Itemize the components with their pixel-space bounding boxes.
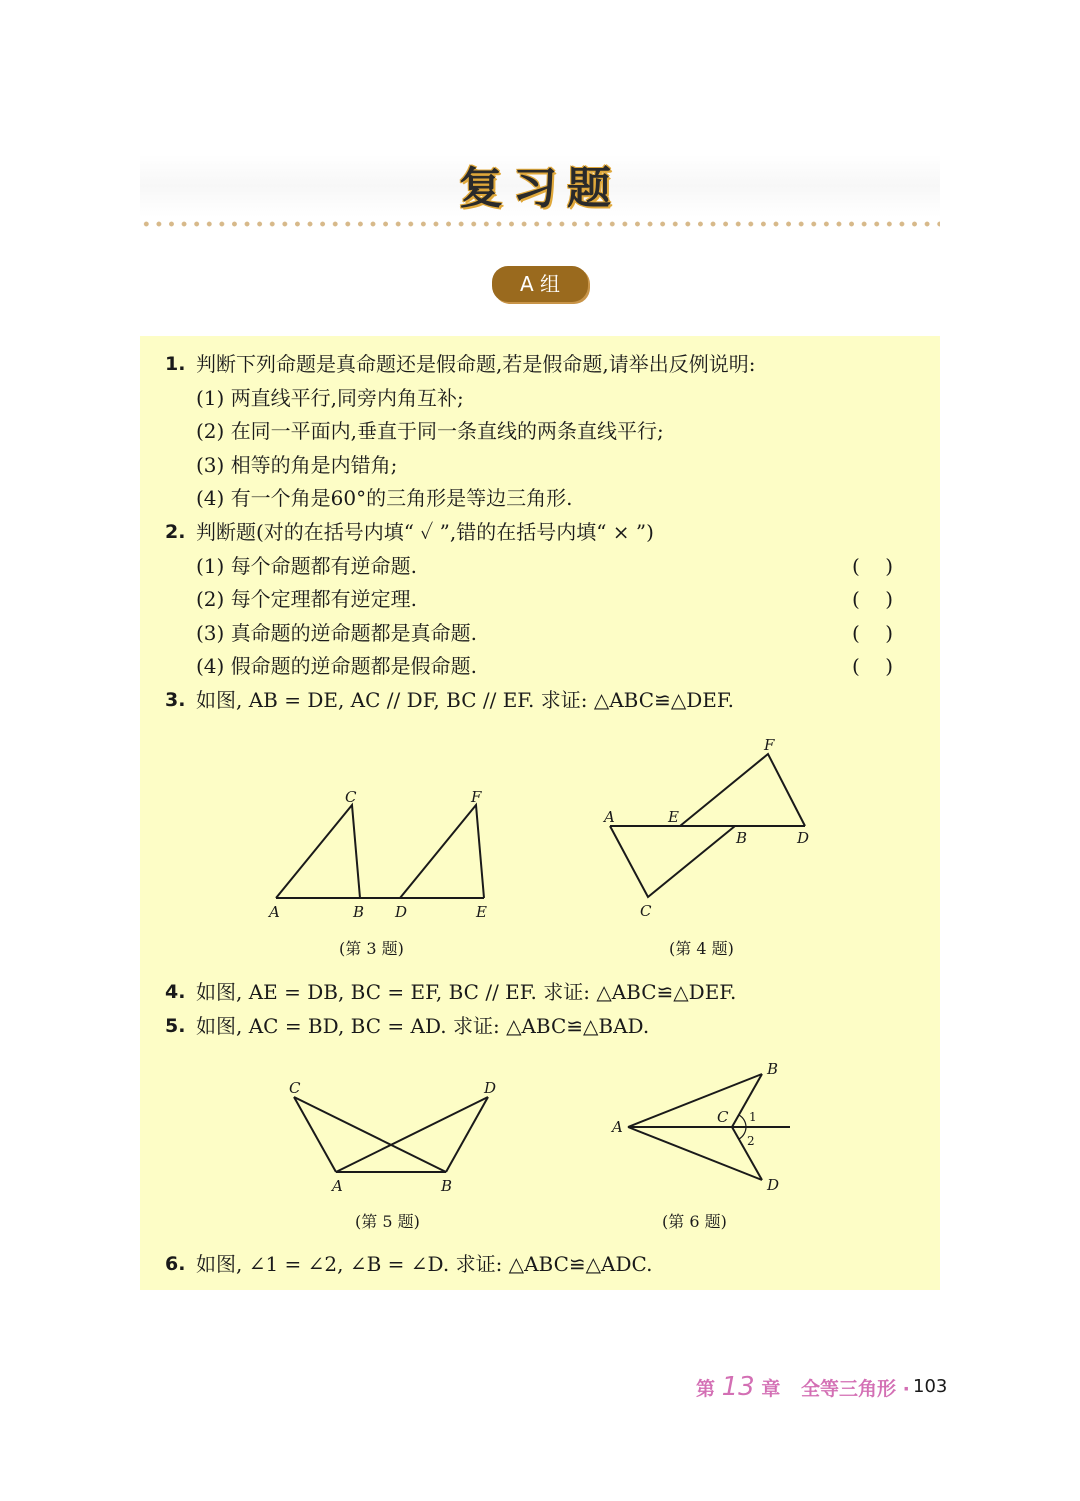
problem-5-text: 如图, AC = BD, BC = AD. 求证: △ABC≌△BAD. (196, 1014, 650, 1038)
figure-6-caption: (第 6 题) (662, 1212, 727, 1231)
problem-1-number: 1. (165, 353, 186, 375)
label-a: A (612, 1118, 623, 1136)
label-c: C (289, 1079, 301, 1097)
footer-chapter-prefix: 第 (696, 1378, 716, 1400)
label-d: D (767, 1176, 780, 1194)
footer-chapter-suffix: 章 (761, 1378, 781, 1400)
figure-5-diagram (280, 1075, 500, 1195)
label-c: C (640, 902, 652, 920)
problem-1-item: (1) 两直线平行,同旁内角互补; (196, 386, 464, 410)
problem-2-item: (4) 假命题的逆命题都是假命题. (196, 654, 478, 678)
angle-1-label: 1 (749, 1110, 757, 1124)
figure-3-caption: (第 3 题) (339, 939, 404, 958)
page-title: 复习题 (459, 163, 621, 214)
problem-4-text: 如图, AE = DB, BC = EF, BC // EF. 求证: △ABC≌△DEF. (196, 980, 737, 1004)
triangle-def (400, 805, 484, 898)
problem-5-number: 5. (165, 1015, 186, 1037)
answer-blank: ( ) (852, 554, 894, 578)
label-d: D (797, 829, 810, 847)
angle-2-label: 2 (747, 1134, 755, 1148)
label-f: F (764, 736, 775, 754)
label-b: B (767, 1060, 779, 1078)
label-d: D (484, 1079, 497, 1097)
answer-blank: ( ) (852, 654, 894, 678)
label-a: A (332, 1177, 343, 1195)
figure-6-diagram (605, 1058, 805, 1198)
angle-1-arc (739, 1115, 746, 1127)
label-d: D (395, 903, 408, 921)
problem-6-number: 6. (165, 1253, 186, 1275)
answer-blank: ( ) (852, 621, 894, 645)
problem-1-item: (3) 相等的角是内错角; (196, 453, 398, 477)
problem-2-number: 2. (165, 521, 186, 543)
triangle-abc (610, 826, 735, 897)
figure-4-caption: (第 4 题) (669, 939, 734, 958)
footer-chapter-number: 13 (721, 1372, 755, 1402)
problem-1-stem: 判断下列命题是真命题还是假命题,若是假命题,请举出反例说明: (196, 352, 756, 376)
triangle-abc (276, 805, 360, 898)
label-a: A (269, 903, 280, 921)
problem-6-text: 如图, ∠1 = ∠2, ∠B = ∠D. 求证: △ABC≌△ADC. (196, 1252, 653, 1276)
label-a: A (604, 808, 615, 826)
segment-ad (336, 1097, 488, 1172)
group-badge: A 组 (492, 266, 588, 302)
figure-5-caption: (第 5 题) (355, 1212, 420, 1231)
segment-ab (628, 1074, 762, 1127)
label-f: F (471, 788, 482, 806)
label-b: B (736, 829, 748, 847)
segment-bc (294, 1097, 446, 1172)
segment-ad (628, 1127, 762, 1180)
footer-chapter-title: 全等三角形 (801, 1378, 897, 1400)
figure-4-diagram (595, 735, 825, 925)
label-b: B (441, 1177, 453, 1195)
problem-3-text: 如图, AB = DE, AC // DF, BC // EF. 求证: △ABC≌△DEF. (196, 688, 734, 712)
problem-2-item: (3) 真命题的逆命题都是真命题. (196, 621, 478, 645)
problem-2-item: (2) 每个定理都有逆定理. (196, 587, 418, 611)
triangle-def (680, 754, 805, 826)
label-c: C (345, 788, 357, 806)
problem-4-number: 4. (165, 981, 186, 1003)
page-number: 103 (913, 1376, 948, 1397)
label-b: B (353, 903, 365, 921)
footer-chapter (696, 1372, 910, 1402)
label-e: E (668, 808, 679, 826)
figure-3-diagram (260, 785, 500, 925)
answer-blank: ( ) (852, 587, 894, 611)
label-c: C (717, 1108, 729, 1126)
segment-cb (732, 1074, 762, 1127)
angle-2-arc (739, 1127, 746, 1139)
problem-3-number: 3. (165, 689, 186, 711)
problem-1-item: (4) 有一个角是60°的三角形是等边三角形. (196, 486, 573, 510)
problem-1-item: (2) 在同一平面内,垂直于同一条直线的两条直线平行; (196, 419, 664, 443)
problem-2-stem: 判断题(对的在括号内填“ ✓ ”,错的在括号内填“ × ”) (196, 520, 654, 544)
label-e: E (476, 903, 487, 921)
footer-dot: · (902, 1378, 910, 1400)
dotted-divider (140, 221, 940, 227)
problem-2-item: (1) 每个命题都有逆命题. (196, 554, 418, 578)
